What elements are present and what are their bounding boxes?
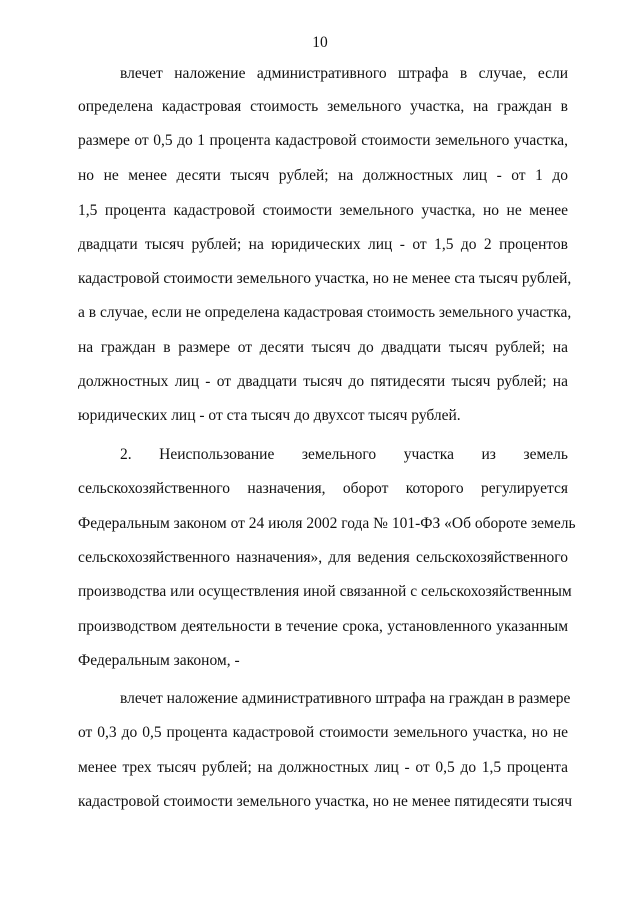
text-line: а в случае, если не определена кадастровая стоимость земельного участка,	[78, 304, 572, 321]
text-line: должностных лиц - от двадцати тысяч до пятидесяти тысяч рублей; на	[78, 373, 568, 390]
text-line: менее трех тысяч рублей; на должностных лиц - от 0,5 до 1,5 процента	[78, 759, 568, 776]
page-number: 10	[312, 34, 328, 51]
text-line: Федеральным законом, -	[78, 652, 240, 669]
text-line: сельскохозяйственного назначения», для ведения сельскохозяйственного	[78, 549, 568, 566]
text-line: 1,5 процента кадастровой стоимости земельного участка, но не менее	[78, 202, 568, 219]
text-line: определена кадастровая стоимость земельного участка, на граждан в	[78, 98, 568, 115]
text-line: влечет наложение административного штрафа на граждан в размере	[120, 690, 571, 707]
text-line: юридических лиц - от ста тысяч до двухсот тысяч рублей.	[78, 407, 461, 424]
text-line: кадастровой стоимости земельного участка, но не менее пятидесяти тысяч	[78, 793, 572, 810]
text-line: двадцати тысяч рублей; на юридических лиц - от 1,5 до 2 процентов	[78, 236, 568, 253]
text-line: на граждан в размере от десяти тысяч до двадцати тысяч рублей; на	[78, 339, 568, 356]
text-line: производством деятельности в течение срока, установленного указанным	[78, 618, 568, 635]
text-line: производства или осуществления иной связанной с сельскохозяйственным	[78, 583, 572, 600]
text-line: Федеральным законом от 24 июля 2002 года № 101-ФЗ «Об обороте земель	[78, 515, 576, 532]
text-line: влечет наложение административного штрафа в случае, если	[120, 65, 568, 82]
text-line: 2. Неиспользование земельного участка из земель	[120, 446, 568, 463]
text-line: от 0,3 до 0,5 процента кадастровой стоимости земельного участка, но не	[78, 724, 568, 741]
text-line: но не менее десяти тысяч рублей; на должностных лиц - от 1 до	[78, 167, 568, 184]
text-line: кадастровой стоимости земельного участка, но не менее ста тысяч рублей,	[78, 270, 572, 287]
text-line: сельскохозяйственного назначения, оборот которого регулируется	[78, 480, 568, 497]
text-line: размере от 0,5 до 1 процента кадастровой стоимости земельного участка,	[78, 132, 568, 149]
